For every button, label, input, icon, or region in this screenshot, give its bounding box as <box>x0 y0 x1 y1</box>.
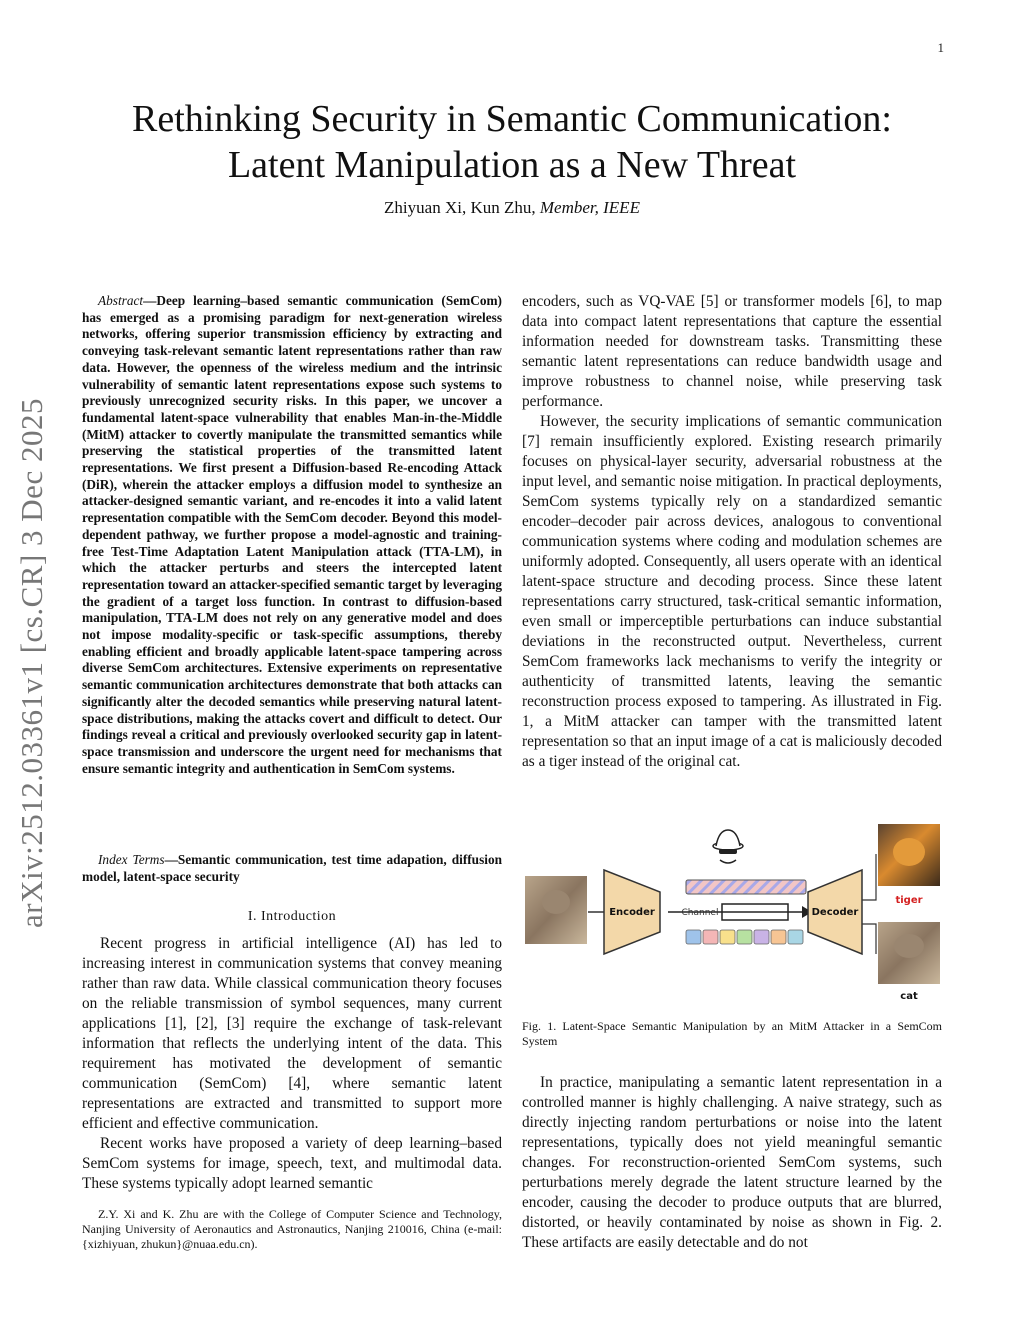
latent-cell <box>788 930 803 944</box>
author-line <box>60 198 964 218</box>
right-paragraph-2: However, the security implications of semantic communication [7] remain insufficiently explored. Existing research primarily focuses on physical-layer security, adversarial robustness at the input level, and semantic noise mitigation. In practical deployments, SemCom systems typically rely on a standardized semantic encoder–decoder pair across devices, analogous to conventional communication systems where coding and modulation schemes are uniformly adopted. Consequently, all users operate with an identical latent-space structure and decoding process. Since these latent representations carry structured, task-critical semantic information, even small or imperceptible perturbations can induce substantial deviations in the reconstructed output. Nevertheless, current SemCom frameworks lack mechanisms to verify the integrity or authenticity of transmitted latents, leaving the semantic reconstruction process exposed to tampering. As illustrated in Fig. 1, a MitM attacker can tamper with the transmitted latent representation so that an input image of a cat is maliciously decoded as a tiger instead of the original cat. <box>522 413 942 770</box>
right-column-text <box>522 292 942 772</box>
index-terms-label: Index Terms <box>98 852 165 867</box>
latent-cell <box>720 930 735 944</box>
section-heading: I. Introduction <box>247 909 337 924</box>
latent-cell <box>754 930 769 944</box>
title-line-2: Latent Manipulation as a New Threat <box>227 144 797 186</box>
attacker-icon <box>713 830 743 863</box>
right-paragraph-1: encoders, such as VQ-VAE [5] or transformer models [6], to map data into compact latent representations that capture the essential information needed for downstream tasks. Transmitting these semantic latent representations can reduce bandwidth usage and improve robustness to channel noise, while preserving task performance. <box>522 293 942 410</box>
figure-caption: Fig. 1. Latent-Space Semantic Manipulation by an MitM Attacker in a SemCom System <box>522 1019 942 1048</box>
latent-cells <box>686 930 803 944</box>
tiger-head <box>893 838 925 866</box>
figure-1-diagram <box>522 820 946 1008</box>
tampered-latent <box>686 880 806 894</box>
intro-paragraph-2: Recent works have proposed a variety of deep learning–based SemCom systems for image, speech, text, and multimodal data. These systems typically adopt learned semantic <box>82 1135 502 1192</box>
latent-cell <box>703 930 718 944</box>
latent-cell <box>686 930 701 944</box>
decoder-label: Decoder <box>811 907 859 918</box>
right-column-text-lower <box>522 1073 942 1253</box>
author-names: Zhiyuan Xi, Kun Zhu, <box>384 198 536 217</box>
abstract-label: Abstract <box>98 293 144 308</box>
latent-cell <box>771 930 786 944</box>
introduction-text <box>82 934 502 1194</box>
page-number: 1 <box>937 40 944 55</box>
title-line-1: Rethinking Security in Semantic Communication: <box>132 98 892 140</box>
cat-output-head <box>894 934 924 958</box>
encoder-label: Encoder <box>609 907 655 918</box>
arxiv-stamp-text: arXiv:2512.03361v1 [cs.CR] 3 Dec 2025 <box>14 398 49 928</box>
right-paragraph-3: In practice, manipulating a semantic latent representation in a controlled manner is highly challenging. A naive strategy, such as directly injecting random perturbations or noise into the latent representations, typically does not yield meaningful semantic changes. For reconstruction-oriented SemCom systems, such perturbations merely degrade the latent structure learned by the encoder, causing the decoder to produce outputs that are blurred, distorted, or heavily contaminated by noise as shown in Fig. 2. These artifacts are easily detectable and do not <box>522 1074 942 1251</box>
paper-title <box>60 96 964 188</box>
abstract <box>82 293 502 777</box>
figure-1 <box>522 820 946 1008</box>
author-membership: Member, IEEE <box>539 198 640 217</box>
index-terms-text: —Semantic communication, test time adapation, diffusion model, latent-space security <box>82 852 502 884</box>
intro-paragraph-1: Recent progress in artificial intelligence (AI) has led to increasing interest in communication systems that convey meaning rather than raw data. While classical communication theory focuses on the reliable transmission of symbol sequences, many current applications [1], [2], [3] require the exchange of task-relevant information that reflects the underlying intent of the data. This requirement has motivated the development of semantic communication (SemCom) [4], where semantic latent representations are extracted and transmitted to support more efficient and effective communication. <box>82 935 502 1132</box>
channel-label: Channel <box>681 908 719 918</box>
abstract-text: —Deep learning–based semantic communication (SemCom) has emerged as a promising paradigm for next-generation wireless networks, offering superior transmission efficiency by extracting and conveying task-relevant semantic latent representations rather than raw data. However, the openness of the wireless medium and the intrinsic vulnerability of semantic latent representations expose such systems to previously unrecognized security risks. In this paper, we uncover a fundamental latent-space vulnerability that enables Man-in-the-Middle (MitM) attacker to covertly manipulate the transmitted semantics while preserving the statistical properties of the transmitted latent representations. We first present a Diffusion-based Re-encoding Attack (DiR), wherein the attacker employs a diffusion model to synthesize an attacker-designed semantic variant, and re-encodes it into a valid latent representation compatible with the SemCom decoder. Beyond this model-dependent pathway, we further propose a model-agnostic and training-free Test-Time Adaptation Latent Manipulation attack (TTA-LM), in which the attacker perturbs and steers the intercepted latent representation toward an attacker-specified semantic target by leveraging the gradient of a target loss function. In contrast to diffusion-based manipulation, TTA-LM does not rely on any generative model and does not impose modality-specific or task-specific assumptions, thereby enabling efficient and broadly applicable latent-space tampering across diverse SemCom architectures. Extensive experiments on representative semantic communication architectures demonstrate that both attacks can significantly alter the decoded semantics while preserving natural latent-space distributions, making the attacks covert and difficult to detect. Our findings reveal a critical and previously overlooked security gap in latent-space transmission and underscore the urgent need for mechanisms that ensure semantic integrity and authentication in SemCom systems. <box>82 293 502 776</box>
cat-label: cat <box>900 991 918 1002</box>
arxiv-stamp <box>14 378 50 948</box>
input-cat-head <box>542 890 570 914</box>
latent-cell <box>737 930 752 944</box>
tiger-output-line <box>862 854 876 900</box>
index-terms <box>82 852 502 885</box>
footnote: Z.Y. Xi and K. Zhu are with the College of Computer Science and Technology, Nanjing University of Aeronautics and Astronautics, Nanjing 210016, China (e-mail: {xizhiyuan, zhukun}@nuaa.edu.cn). <box>82 1207 502 1251</box>
tiger-label: tiger <box>895 895 923 906</box>
cat-output-line <box>862 924 876 954</box>
